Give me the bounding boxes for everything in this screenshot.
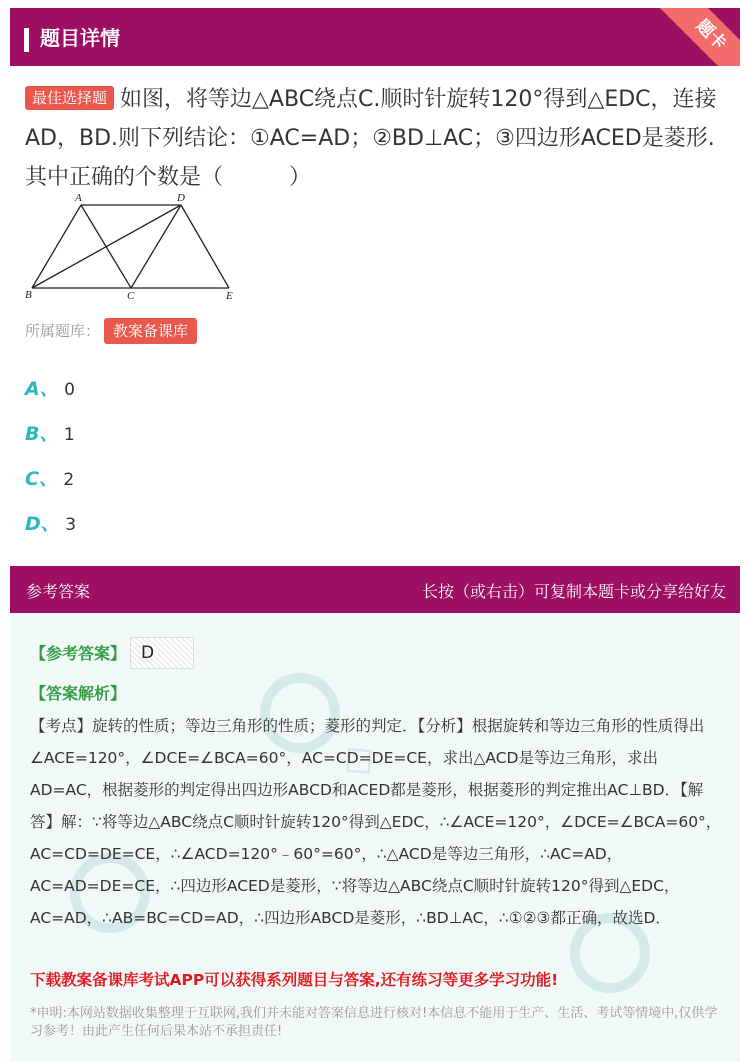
app-promo-link[interactable]: 下载教案备课库考试APP可以获得系列题目与答案,还有练习等更多学习功能! — [30, 971, 559, 989]
option-value: 3 — [65, 515, 77, 535]
disclaimer-text: *申明:本网站数据收集整理于互联网,我们并未能对答案信息进行核对!本信息不能用于生产、生活、考试等情境中,仅供学习参考！由此产生任何后果本站不承担责任! — [30, 1006, 718, 1039]
answer-header-title: 参考答案 — [26, 582, 91, 601]
point-label-a: A — [75, 192, 82, 204]
reference-answer-label: 【参考答案】 — [30, 644, 127, 663]
option-letter: D、 — [25, 513, 60, 535]
watermark: ◇ — [327, 728, 387, 789]
analysis-label: 【答案解析】 — [30, 684, 127, 703]
option-letter: A、 — [25, 378, 59, 400]
option-b[interactable] — [25, 419, 75, 446]
option-d[interactable] — [25, 509, 76, 536]
question-bank-link[interactable]: 教案备课库 — [104, 318, 197, 344]
card-ribbon: 题卡 — [653, 8, 740, 66]
answer-header — [10, 566, 740, 613]
option-c[interactable] — [25, 464, 74, 491]
analysis-text: 【考点】旋转的性质；等边三角形的性质；菱形的判定．【分析】根据旋转和等边三角形的性质得出∠ACE=120°，∠DCE=∠BCA=60°，AC=CD=DE=CE，求出△ACD是等边三角形，求出AD=AC，根据菱形的判定得出四边形ABCD和ACED都是菱形，根据菱形的判定推出AC⊥BD．【解答】解：∵将等边△ABC绕点C顺时针旋转120°得到△EDC，∴∠ACE=120°，∠DCE=∠BCA=60°，AC=CD=DE=CE，∴∠ACD=120°﹣60°=60°，∴△ACD是等边三角形，∴AC=AD，AC=AD=DE=CE，∴四边形ACED是菱形，∵将等边△ABC绕点C顺时针旋转120°得到△EDC，AC=AD，∴AB=BC=CD=AD，∴四边形ABCD是菱形，∴BD⊥AC，∴①②③都正确，故选D． — [30, 717, 722, 927]
point-label-e: E — [226, 290, 233, 302]
option-value: 1 — [63, 425, 75, 445]
question-stem — [25, 80, 730, 197]
question-bank — [25, 318, 197, 344]
point-label-c: C — [127, 290, 135, 302]
point-label-d: D — [177, 192, 185, 204]
share-hint[interactable]: 长按（或右击）可复制本题卡或分享给好友 — [421, 582, 726, 601]
option-value: 2 — [63, 470, 75, 490]
question-text: 如图，将等边△ABC绕点C.顺时针旋转120°得到△EDC，连接AD，BD.则下列结论：①AC=AD；②BD⊥AC；③四边形ACED是菱形. 其中正确的个数是（ ） — [25, 87, 717, 190]
geometry-figure — [24, 190, 239, 305]
title-accent-bar — [24, 28, 29, 52]
option-a[interactable] — [25, 374, 75, 401]
header-bar — [10, 8, 740, 66]
point-label-b: B — [25, 289, 32, 301]
option-letter: C、 — [25, 468, 58, 490]
question-type-tag: 最佳选择题 — [25, 86, 114, 110]
option-letter: B、 — [25, 423, 59, 445]
reference-answer-value: D — [130, 637, 194, 669]
page-title: 题目详情 — [40, 26, 120, 50]
answer-panel — [10, 613, 740, 1062]
question-bank-label: 所属题库： — [25, 322, 101, 340]
option-value: 0 — [64, 380, 75, 400]
